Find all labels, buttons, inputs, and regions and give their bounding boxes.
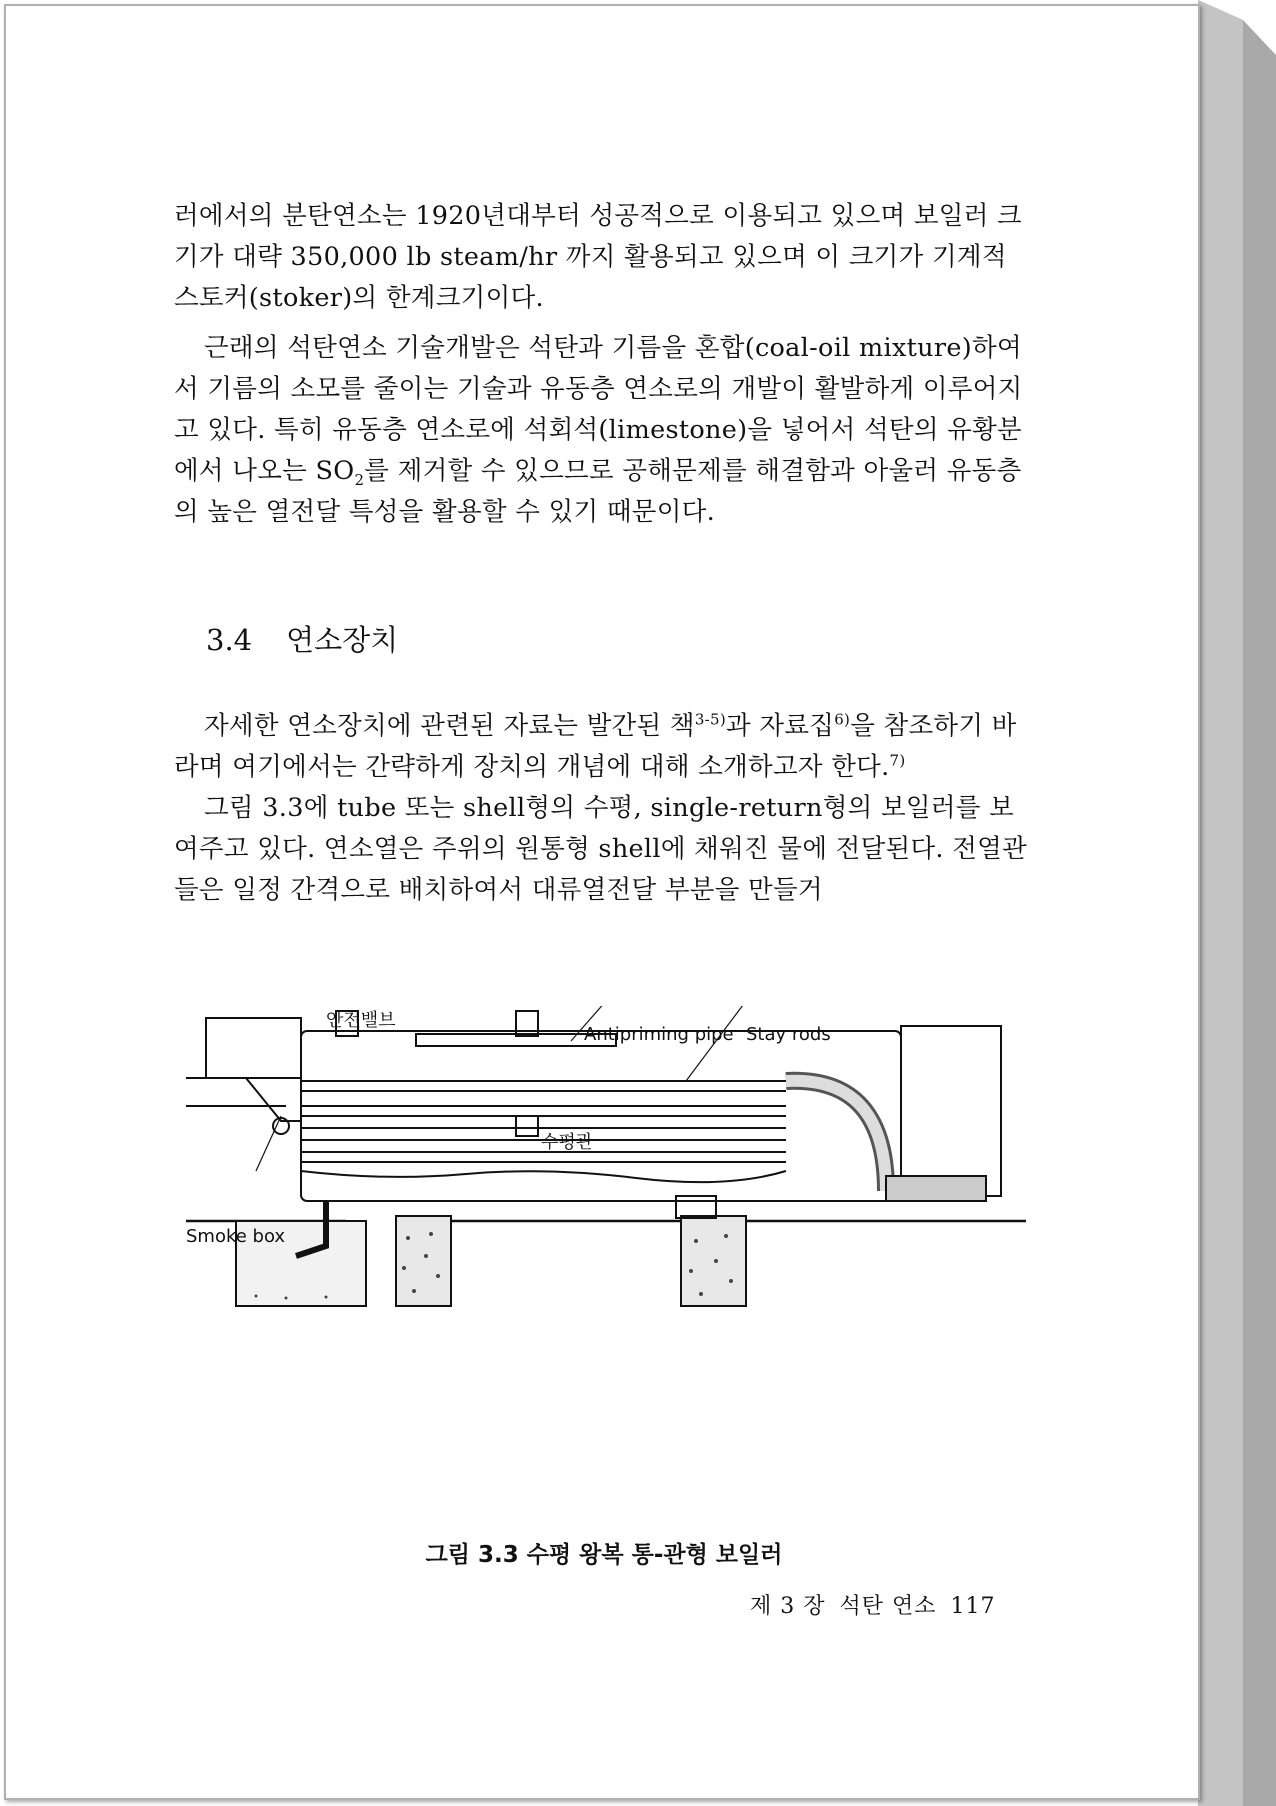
paragraph-3-b: 과 자료집 xyxy=(726,711,835,741)
paragraph-4: 그림 3.3에 tube 또는 shell형의 수평, single-return형의 보일러를 보여주고 있다. 연소열은 주위의 원통형 shell에 채워진 물에 전달된다. 전열관들은 일정 간격으로 배치하여서 대류열전달 부분을 만들거 xyxy=(174,793,1027,905)
so2-subscript: 2 xyxy=(354,471,365,490)
book-side-edge xyxy=(1198,0,1276,1806)
label-antipriming-pipe: Antipriming pipe xyxy=(584,1024,734,1045)
footer-chapter: 제 3 장 xyxy=(750,1594,826,1619)
label-safety-valve: 안전밸브 xyxy=(326,1010,396,1031)
section-number: 3.4 xyxy=(206,623,253,657)
paragraph-3-c: 을 참조하기 바라며 여기에서는 간략하게 장치의 개념에 대해 소개하고자 한다. xyxy=(174,711,1017,782)
section-heading xyxy=(206,618,398,659)
boiler-diagram xyxy=(186,1006,1026,1506)
label-stay-rods: Stay rods xyxy=(746,1024,831,1045)
paragraph-3 xyxy=(174,706,1034,788)
boiler-figure xyxy=(186,1006,1026,1506)
paragraph-1: 러에서의 분탄연소는 1920년대부터 성공적으로 이용되고 있으며 보일러 크기가 대략 350,000 lb steam/hr 까지 활용되고 있으며 이 크기가 기계적 스토커(stoker)의 한계크기이다. xyxy=(174,201,1022,313)
label-water-tube: 수평관 xyxy=(541,1132,594,1153)
paragraph-2-text: 근래의 석탄연소 기술개발은 석탄과 기름을 혼합(coal-oil mixture)하여서 기름의 소모를 줄이는 기술과 유동층 연소로의 개발이 활발하게 이루어지고 있다. 특히 유동층 연소로에 석회석(limestone)을 넣어서 석탄의 유황분에서 나오는 SO xyxy=(174,333,1023,486)
reference-3-5: 3-5) xyxy=(694,710,727,729)
paragraph-2 xyxy=(174,328,1034,533)
figure-caption: 그림 3.3 수평 왕복 통-관형 보일러 xyxy=(425,1542,783,1568)
reference-6: 6) xyxy=(834,710,851,729)
paragraph-2-tail: 를 제거할 수 있으므로 공해문제를 해결함과 아울러 유동층의 높은 열전달 특성을 활용할 수 있기 때문이다. xyxy=(174,456,1022,527)
page-footer xyxy=(736,1589,996,1620)
section-title: 연소장치 xyxy=(286,623,399,657)
reference-7: 7) xyxy=(889,751,906,770)
label-smoke-box: Smoke box xyxy=(186,1226,286,1247)
page-number: 117 xyxy=(950,1594,996,1619)
paragraph-3-a: 자세한 연소장치에 관련된 자료는 발간된 책 xyxy=(204,711,695,741)
book-page xyxy=(4,4,1200,1800)
footer-title: 석탄 연소 xyxy=(839,1594,937,1619)
